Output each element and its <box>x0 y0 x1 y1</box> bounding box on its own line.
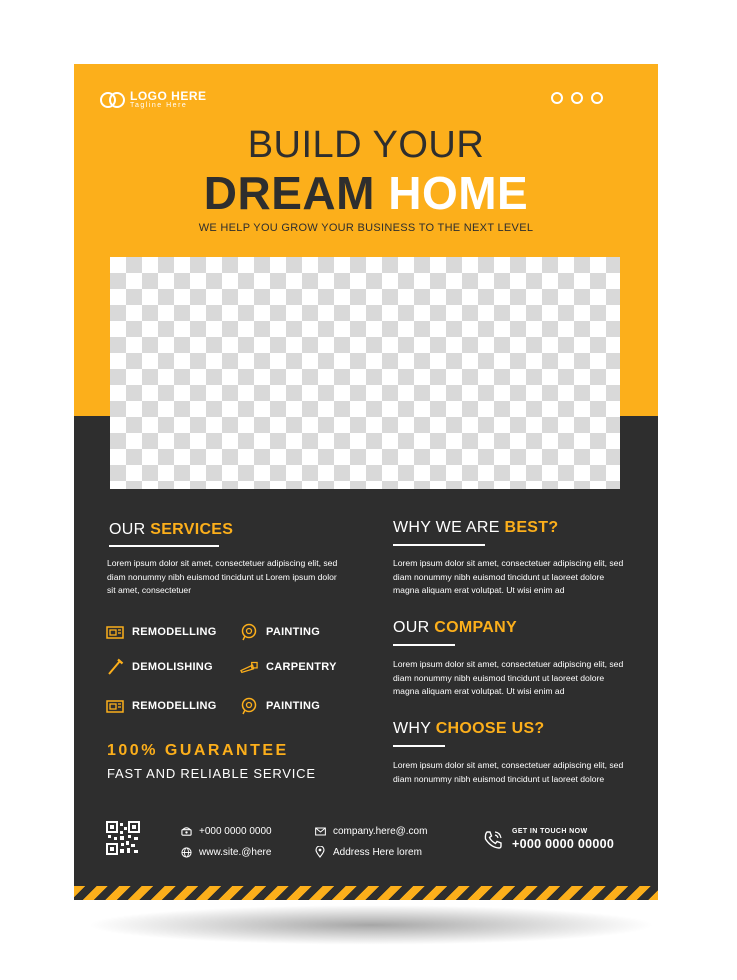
hammer-icon <box>106 658 124 676</box>
location-pin-icon <box>314 846 326 858</box>
headline-dark-word: DREAM <box>203 167 375 219</box>
qr-code-icon <box>106 821 140 855</box>
service-item: PAINTING <box>240 697 320 715</box>
remodel-icon <box>106 623 124 641</box>
headline-line2 <box>74 166 658 220</box>
decorative-dots <box>551 92 603 104</box>
paint-roller-icon <box>240 623 258 641</box>
circle-icon <box>571 92 583 104</box>
guarantee-title: 100% GUARANTEE <box>107 742 289 759</box>
phone-icon <box>180 825 192 837</box>
service-item: DEMOLISHING <box>106 658 213 676</box>
envelope-icon <box>314 825 326 837</box>
circle-icon <box>551 92 563 104</box>
circle-icon <box>591 92 603 104</box>
globe-icon <box>180 846 192 858</box>
logo-title: LOGO HERE <box>130 89 207 103</box>
services-rule <box>109 545 219 547</box>
choose-us-rule <box>393 745 445 747</box>
logo-tagline: Tagline Here <box>130 102 188 109</box>
hazard-stripe-border <box>74 886 658 900</box>
phone-call-icon <box>482 829 504 851</box>
contact-phone: +000 0000 0000 <box>180 825 272 837</box>
flyer <box>74 64 658 900</box>
image-placeholder <box>110 257 620 489</box>
company-body: Lorem ipsum dolor sit amet, consectetuer adipiscing elit, sed diam nonummy nibh euismod tincidunt ut laoreet dolore magna aliquam erat volutpat. Ut wisi enim ad <box>393 659 624 696</box>
headline-line1: BUILD YOUR <box>247 124 485 166</box>
interlocking-rings-icon <box>100 92 126 108</box>
guarantee-subtitle: FAST AND RELIABLE SERVICE <box>107 766 316 781</box>
touch-label: GET IN TOUCH NOW <box>512 828 588 835</box>
company-rule <box>393 644 455 646</box>
why-best-title: WHY WE ARE BEST? <box>393 519 559 536</box>
services-title: OUR SERVICES <box>109 521 234 538</box>
choose-us-body: Lorem ipsum dolor sit amet, consectetuer adipiscing elit, sed diam nonummy nibh euismod tincidunt ut laoreet dolore <box>393 760 624 784</box>
choose-us-title: WHY CHOOSE US? <box>393 720 545 737</box>
logo <box>100 90 207 110</box>
touch-phone: +000 0000 00000 <box>512 837 615 851</box>
contact-address: Address Here lorem <box>314 846 422 858</box>
company-title: OUR COMPANY <box>393 619 517 636</box>
services-body: Lorem ipsum dolor sit amet, consectetuer adipiscing elit, sed diam nonummy nibh euismod tincidunt ut Lorem ipsum dolor sit amet, consectetuer <box>107 558 338 595</box>
remodel-icon <box>106 697 124 715</box>
contact-email: company.here@.com <box>314 825 427 837</box>
why-best-rule <box>393 544 485 546</box>
get-in-touch <box>482 828 614 851</box>
service-item: CARPENTRY <box>240 658 337 676</box>
paint-roller-icon <box>240 697 258 715</box>
saw-icon <box>240 658 258 676</box>
flyer-shadow <box>86 905 656 945</box>
subheading: WE HELP YOU GROW YOUR BUSINESS TO THE NEXT LEVEL <box>198 222 534 234</box>
service-item: PAINTING <box>240 623 320 641</box>
service-item: REMODELLING <box>106 697 217 715</box>
why-best-body: Lorem ipsum dolor sit amet, consectetuer adipiscing elit, sed diam nonummy nibh euismod tincidunt ut laoreet dolore magna aliquam erat volutpat. Ut wisi enim ad <box>393 558 624 595</box>
service-item: REMODELLING <box>106 623 217 641</box>
contact-website: www.site.@here <box>180 846 271 858</box>
headline-light-word: HOME <box>388 167 529 219</box>
